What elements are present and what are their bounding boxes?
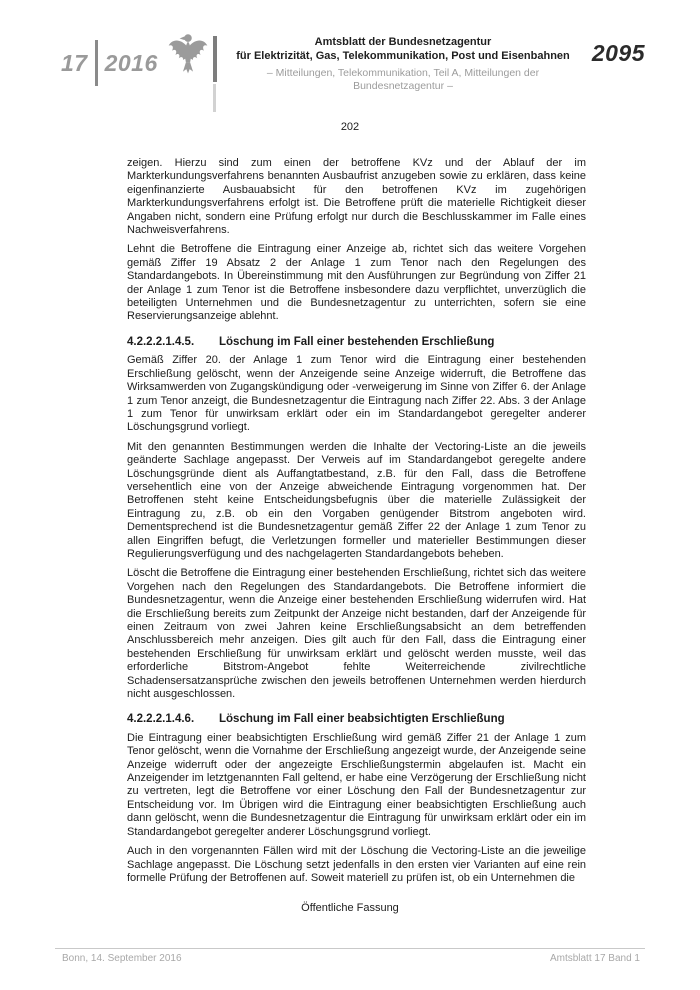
federal-eagle-icon (167, 28, 209, 80)
section-heading (127, 713, 586, 726)
public-version-note: Öffentliche Fassung (301, 902, 399, 914)
section-number: 4.2.2.2.1.4.5. (127, 335, 195, 348)
footer-place-date: Bonn, 14. September 2016 (62, 953, 182, 964)
journal-section-line: – Mitteilungen, Telekommunikation, Teil A, Mitteilungen der Bundesnetzagentur – (266, 67, 540, 92)
issue-divider-bar (95, 40, 98, 86)
footer-divider (55, 948, 645, 949)
paragraph: Löscht die Betroffene die Eintragung einer bestehenden Erschließung, richtet sich das weitere Vorgehen nach den Regelungen des Standardangebots. Die Betroffene informiert die Bundesnetzagentur, wenn die Anzeige einer bestehenden Erschließung widerrufen wird. Hat die Erschließung bereits zum Zeitpunkt der Anzeige nicht bestanden, darf der Anzeigende für einen Zeitraum von zwei Jahren keine Erschließungsabsicht an dem betreffenden Anschlussbereich mehr anzeigen. Dies gilt auch für den Fall, dass die Eintragung einer bestehenden Erschließung für unwirksam erklärt und gelöscht werden musste, weil das erforderliche Bitstrom-Angebot fehlte Weiterreichende zivilrechtliche Schadensersatzansprüche zwischen den jeweils betroffenen Unternehmen werden hierdurch nicht ausgeschlossen. (127, 567, 586, 701)
section-title: Löschung im Fall einer beabsichtigten Erschließung (219, 713, 505, 726)
header-title-block (227, 36, 579, 93)
journal-page-number: 2095 (591, 40, 645, 66)
paragraph: zeigen. Hierzu sind zum einen der betroffene KVz und der Ablauf der im Markterkundungsverfahrens benannten Ausbaufrist anzugeben sowie zu erklären, dass keine eigenfinanzierte Ausbauabsicht für den betroffenen KVz im zugehörigen Markterkundungsverfahrens erfolgt ist. Die Betroffene prüft die materielle Richtigkeit dieser Angaben nicht, sondern eine Prüfung erfolgt nur durch die Beschlusskammer im Falle eines Nachweisverfahrens. (127, 157, 586, 237)
paragraph: Gemäß Ziffer 20. der Anlage 1 zum Tenor wird die Eintragung einer bestehenden Erschließung gelöscht, wenn der Anzeigende seine Anzeige widerruft, die Betroffene das Wirksamwerden von Zugangskündigung oder -verweigerung im Sinne von Ziffer 6. der Anlage 1 zum Tenor anzeigt, die Bundesnetzagentur die Eintragung nach Ziffer 22. Abs. 3 der Anlage 1 zum Tenor für unwirksam erklärt oder ein im Standardangebot geregelter anderer Löschungsgrund vorliegt. (127, 354, 586, 434)
paragraph: Auch in den vorgenannten Fällen wird mit der Löschung die Vectoring-Liste an die jeweilige Sachlage angepasst. Die Löschung setzt jedenfalls in den ersten vier Varianten auf eine rein formelle Prüfung der Betroffenen auf. Soweit materiell zu prüfen ist, ob ein Unternehmen die (127, 845, 586, 884)
issue-year: 2016 (104, 49, 158, 76)
header-divider-bar (213, 36, 217, 112)
section-number: 4.2.2.2.1.4.6. (127, 713, 195, 726)
issue-number: 17 (61, 49, 88, 76)
paragraph: Die Eintragung einer beabsichtigten Erschließung wird gemäß Ziffer 21 der Anlage 1 zum Tenor gelöscht, wenn die Vornahme der Erschließung angezeigt wurde, der Anzeigende seine Anzeige widerruft oder der angezeigte Erschließungstermin abgelaufen ist. Macht ein Anzeigender im letztgenannten Fall geltend, er habe eine Verzögerung der Erschließung nicht zu vertreten, legt die Betroffene vor einer Löschung den Fall der Bundesnetzagentur zur Entscheidung vor. Im Übrigen wird die Eintragung einer beabsichtigten Erschließung auch dann gelöscht, wenn die Bundesnetzagentur die Eintragung für unwirksam erklärt oder ein im Standardangebot geregelter anderer Löschungsgrund vorliegt. (127, 731, 586, 838)
paragraph: Lehnt die Betroffene die Eintragung einer Anzeige ab, richtet sich das weitere Vorgehen gemäß Ziffer 19 Absatz 2 der Anlage 1 zum Tenor nach den Regelungen des Standardangebots. In Übereinstimmung mit den Ausführungen zur Begründung von Ziffer 21 der Anlage 1 zum Tenor ist die Betroffene insbesondere dazu verpflichtet, unverzüglich die beteiligten Unternehmen und die Bundesnetzagentur zu unterrichten, sofern sie eine Reservierungsanzeige ablehnt. (127, 243, 586, 323)
paragraph: Mit den genannten Bestimmungen werden die Inhalte der Vectoring-Liste an die jeweils geänderte Sachlage angepasst. Der Verweis auf im Standardangebot geregelte andere Löschungsgründe dient als Auffangtatbestand, z.B. für den Fall, dass die Betroffene versehentlich eine von der Anzeige abweichende Eintragung vorgenommen hat. Der Betroffenen steht keine Entscheidungsbefugnis über die materielle Zulässigkeit der Eintragung zu, z.B. ob ein den Vorgaben genügender Bitstrom angeboten wird. Dementsprechend ist die Bundesnetzagentur gemäß Ziffer 22 der Anlage 1 zum Tenor zu allen Eingriffen befugt, die Verletzungen formeller und materieller Bestimmungen dieser Regulierungsverfügung und des nachgelagerten Standardangebots beheben. (127, 440, 586, 560)
page-number: 202 (340, 121, 360, 133)
journal-title-scope: für Elektrizität, Gas, Telekommunikation, Post und Eisenbahnen (236, 49, 570, 62)
section-title: Löschung im Fall einer bestehenden Erschließung (219, 335, 495, 348)
journal-title: Amtsblatt der Bundesnetzagentur (314, 36, 492, 48)
issue-block (61, 40, 158, 86)
document-body (127, 157, 586, 891)
footer-issue-info: Amtsblatt 17 Band 1 (549, 953, 640, 964)
section-heading (127, 336, 586, 349)
page-header (55, 28, 645, 112)
